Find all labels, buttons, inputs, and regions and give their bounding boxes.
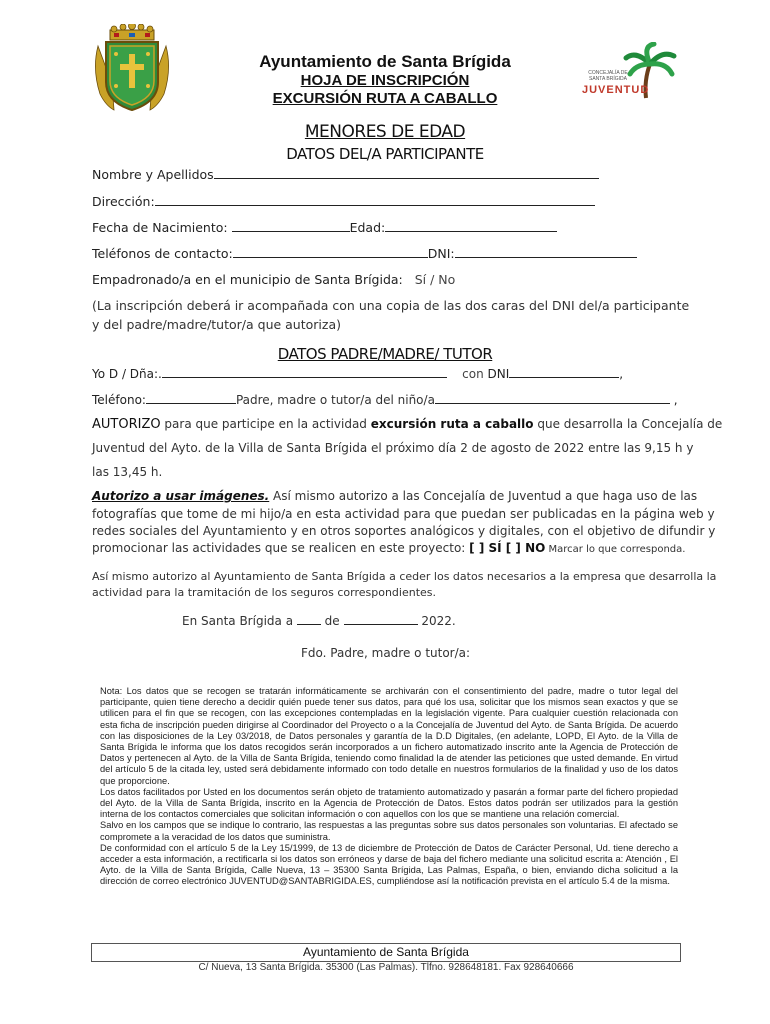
registered-field[interactable] — [92, 272, 455, 287]
activity-name: excursión ruta a caballo — [370, 417, 534, 431]
transfer-line1: Así mismo autorizo al Ayuntamiento de Santa Brígida a ceder los datos necesarios a la empresa que desarrolla la — [92, 570, 717, 583]
images-line2: fotografías que tome de mi hijo/a en esta actividad para que puedan ser publicadas en la página web y — [92, 507, 715, 521]
authorize-text: para que participe en la actividad — [160, 417, 371, 431]
registered-label: Empadronado/a en el municipio de Santa Brígida: — [92, 272, 403, 287]
relation-line — [435, 391, 670, 404]
transfer-line2: actividad para la tramitación de los seguros correspondientes. — [92, 586, 437, 599]
form-title: HOJA DE INSCRIPCIÓN — [300, 72, 470, 89]
dni-note-line2: y del padre/madre/tutor/a que autoriza) — [92, 317, 341, 332]
phones-label: Teléfonos de contacto: — [92, 246, 233, 261]
authorize-line3: las 13,45 h. — [92, 465, 163, 479]
juventud-small-caption: CONCEJALÍA DE SANTA BRÍGIDA — [588, 70, 628, 82]
section-parent-title: DATOS PADRE/MADRE/ TUTOR — [277, 345, 493, 363]
month-label: de — [320, 614, 344, 628]
images-consent-options[interactable]: [ ] SÍ [ ] NO — [469, 541, 546, 555]
dni-line — [455, 245, 637, 258]
birth-field[interactable] — [92, 219, 557, 235]
parent-phone-line — [146, 391, 236, 404]
parent-dni-label: DNI — [487, 367, 510, 381]
name-field[interactable] — [92, 166, 599, 182]
legal-note-paragraph: De conformidad con el artículo 5 de la Ley 15/1999, de 13 de diciembre de Protección de Datos de Carácter Personal, Ud. tiene derecho a acceder a esta información, a rectificarla si los datos son erróneos y darse de baja del fichero mediante una solicitud escrita a: Atención , El Ayto. de la Villa de Santa Brígida, Calle Nueva, 13 – 35300 Santa Brígida, Las Palmas, España, o bien, enviando dicha solicitud a la dirección de correo electrónico JUVENTUD@SANTABRIGIDA.ES, cumpliéndose así la notificación prevista en el artículo 5.4 de la misma. — [100, 842, 678, 887]
event-title: EXCURSIÓN RUTA A CABALLO — [272, 90, 498, 107]
footer-address: C/ Nueva, 13 Santa Brígida. 35300 (Las Palmas). Tlfno. 928648181. Fax 928640666 — [198, 962, 574, 973]
authorize-word: AUTORIZO — [92, 417, 161, 432]
name-label: Nombre y Apellidos — [92, 167, 214, 182]
address-field[interactable] — [92, 193, 595, 209]
authorize-line2: Juventud del Ayto. de la Villa de Santa Brígida el próximo día 2 de agosto de 2022 entre las 9,15 h y — [92, 441, 694, 455]
images-line4 — [92, 541, 685, 555]
authorize-line1 — [92, 417, 722, 432]
year-label: 2022. — [417, 614, 456, 628]
juventud-wordmark: JUVENTUD — [582, 84, 650, 96]
day-line — [297, 612, 321, 625]
images-line1 — [92, 489, 698, 503]
parent-name-field[interactable] — [92, 365, 623, 381]
legal-note-paragraph: Salvo en los campos que se indique lo contrario, las respuestas a las preguntas sobre sus datos personales son voluntarias. El afectado se compromete a la veracidad de los datos que suministra. — [100, 820, 678, 842]
coat-of-arms-logo — [92, 24, 172, 114]
dni-label: DNI: — [427, 246, 455, 261]
section-participant-title: DATOS DEL/A PARTICIPANTE — [286, 145, 484, 163]
images-text: promocionar las actividades que se realicen en este proyecto: — [92, 541, 470, 555]
legal-note — [100, 686, 678, 888]
parent-name-line — [162, 365, 447, 378]
address-label: Dirección: — [92, 194, 155, 209]
relation-label: Padre, madre o tutor/a del niño/a — [235, 393, 435, 407]
birth-label: Fecha de Nacimiento: — [92, 220, 228, 235]
images-mark-hint: Marcar lo que corresponda. — [545, 544, 686, 555]
month-line — [344, 612, 418, 625]
phones-line — [233, 245, 428, 258]
con-label: con — [462, 367, 484, 381]
organization-title: Ayuntamiento de Santa Brígida — [259, 52, 511, 71]
images-heading: Autorizo a usar imágenes. — [92, 489, 270, 503]
signature-place-date[interactable] — [182, 612, 456, 628]
parent-phone-label: Teléfono: — [92, 393, 146, 407]
images-line3: redes sociales del Ayuntamiento y en otros soportes analógicos y digitales, con el objetivo de difundir y — [92, 524, 716, 538]
age-line — [385, 219, 557, 232]
parent-name-label: Yo D / Dña:. — [92, 367, 162, 381]
name-line — [214, 166, 599, 179]
age-label: Edad: — [349, 220, 386, 235]
birth-line — [232, 219, 350, 232]
signature-label: Fdo. Padre, madre o tutor/a: — [301, 646, 471, 660]
place-label: En Santa Brígida a — [182, 614, 297, 628]
comma: , — [619, 367, 624, 381]
parent-dni-line — [509, 365, 619, 378]
comma: , — [673, 393, 678, 407]
authorize-text: que desarrolla la Concejalía de — [533, 417, 723, 431]
address-line — [155, 193, 595, 206]
legal-note-paragraph: Los datos facilitados por Usted en los documentos serán objeto de tratamiento automatizado y pasarán a formar parte del fichero propiedad del Ayto. de la Villa de Santa Brígida, inscrito en la Agencia de Protección de Datos. Estos datos podrán ser utilizados para la gestión interna de los contactos comerciales que solicitan información o con aquellos con los que se mantiene una relación comercial. — [100, 786, 678, 820]
parent-phone-field[interactable] — [92, 391, 678, 407]
images-text: Así mismo autorizo a las Concejalía de Juventud a que haga uso de las — [269, 489, 698, 503]
section-minors-title: MENORES DE EDAD — [304, 122, 466, 142]
dni-note-line1: (La inscripción deberá ir acompañada con una copia de las dos caras del DNI del/a participante — [92, 298, 690, 313]
legal-note-paragraph: Nota: Los datos que se recogen se tratarán informáticamente se archivarán con el consentimiento del padre, madre o tutor legal del participante, quien tiene derecho a decidir quién puede tener sus datos, para qué los usa, solicitar que los mismos sean exactos y que se utilicen para el fin que se recogen, con las excepciones contempladas en la legislación vigente. Para cualquier cuestión relacionada con esta ficha de inscripción pueden dirigirse al Coordinador del Proyecto o a la Concejalía de Juventud del Ayto. de Santa Brígida. De acuerdo con las disposiciones de la Ley 03/2018, de Datos personales y garantía de la D.D Digitales, (en adelante, LOPD, El Ayto. de la Villa de Santa Brígida le informa que los datos recogidos serán incorporados a un fichero automatizado inscrito ante la Agencia de Protección de Datos y pertenecen al Ayto. de la Villa de Santa Brígida, teniendo como finalidad la de atender las peticiones que usted demande. En virtud del artículo 5 de la citada ley, usted será debidamente informado con todo detalle en nuestros formularios de la finalidad y uso de los datos que proporcione. — [100, 686, 678, 786]
registered-options[interactable]: Sí / No — [414, 272, 456, 287]
footer-organization: Ayuntamiento de Santa Brígida — [91, 943, 681, 962]
phones-field[interactable] — [92, 245, 637, 261]
